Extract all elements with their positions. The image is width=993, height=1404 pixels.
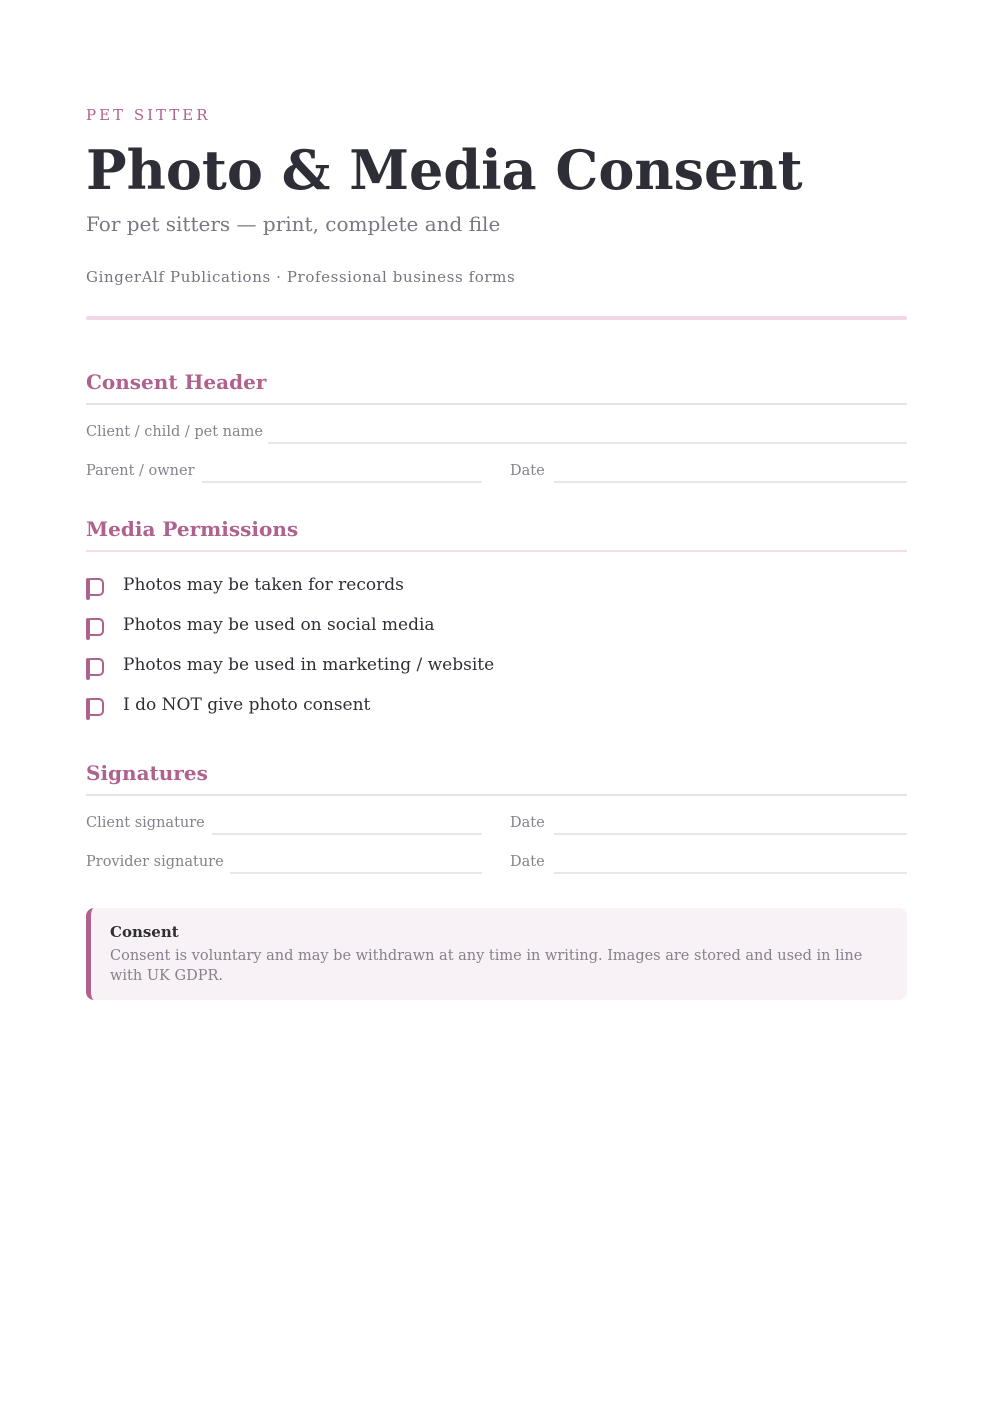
- checkbox-records[interactable]: [86, 578, 104, 596]
- client-signature-field[interactable]: [212, 833, 482, 835]
- note-body: Consent is voluntary and may be withdrawn at any time in writing. Images are stored and used in line with UK GDPR.: [110, 948, 863, 984]
- page-title: Photo & Media Consent: [86, 138, 803, 202]
- section-divider: [86, 794, 907, 796]
- client-signature-date-field[interactable]: [554, 833, 907, 835]
- section-divider: [86, 550, 907, 552]
- checkbox-label: Photos may be used in marketing / website: [123, 655, 495, 675]
- checkbox-no-consent[interactable]: [86, 698, 104, 716]
- section-title-signatures: Signatures: [86, 761, 208, 785]
- checkbox-label: Photos may be taken for records: [123, 575, 404, 595]
- provider-signature-date-field[interactable]: [554, 872, 907, 874]
- client-name-field[interactable]: [268, 442, 907, 444]
- section-title-media-permissions: Media Permissions: [86, 517, 299, 541]
- parent-owner-field[interactable]: [202, 481, 482, 483]
- header-date-label: Date: [510, 463, 545, 479]
- form-category: PET SITTER: [86, 106, 211, 124]
- provider-signature-field[interactable]: [230, 872, 482, 874]
- provider-signature-date-label: Date: [510, 854, 545, 870]
- checkbox-label: Photos may be used on social media: [123, 615, 435, 635]
- checkbox-social-media[interactable]: [86, 618, 104, 636]
- consent-note: [86, 908, 907, 1000]
- client-signature-date-label: Date: [510, 815, 545, 831]
- section-divider: [86, 403, 907, 405]
- provider-signature-label: Provider signature: [86, 854, 224, 870]
- page-subtitle: For pet sitters — print, complete and file: [86, 212, 501, 236]
- client-signature-label: Client signature: [86, 815, 205, 831]
- parent-owner-label: Parent / owner: [86, 463, 195, 479]
- section-title-consent-header: Consent Header: [86, 370, 267, 394]
- checkbox-label: I do NOT give photo consent: [123, 695, 371, 715]
- client-name-label: Client / child / pet name: [86, 424, 263, 440]
- publisher-line: GingerAlf Publications · Professional business forms: [86, 268, 516, 286]
- header-divider: [86, 316, 907, 320]
- checkbox-marketing[interactable]: [86, 658, 104, 676]
- note-title: Consent: [110, 923, 179, 941]
- header-date-field[interactable]: [554, 481, 907, 483]
